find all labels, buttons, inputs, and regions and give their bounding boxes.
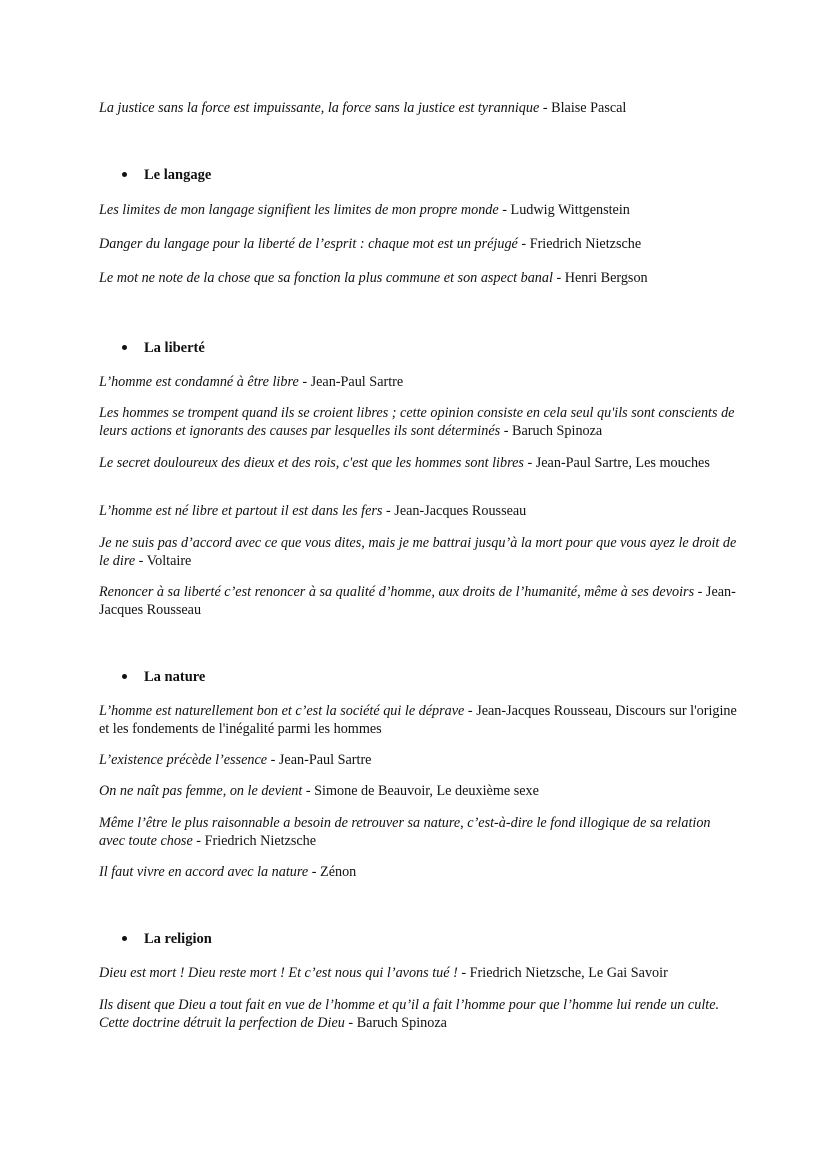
quote-separator: - [192, 833, 205, 849]
quote-author: Jean-Jacques Rousseau [394, 503, 527, 519]
quote [99, 814, 739, 850]
section-heading-langage [122, 166, 211, 184]
bullet-icon [122, 936, 127, 941]
bullet-icon [122, 345, 127, 350]
quote [99, 534, 739, 570]
section-title: La nature [144, 669, 206, 685]
quote [99, 964, 739, 982]
section-heading-liberte [122, 339, 205, 357]
quote-text: Le mot ne note de la chose que sa fonction la plus commune et son aspect banal [99, 270, 553, 286]
quote-author: Simone de Beauvoir, Le deuxième sexe [314, 783, 539, 799]
quote-separator: - [308, 864, 321, 880]
quote-text: Le secret douloureux des dieux et des rois, c'est que les hommes sont libres [99, 455, 524, 471]
quote [99, 702, 739, 738]
bullet-icon [122, 172, 127, 177]
quote [99, 502, 739, 520]
section-title: La liberté [144, 340, 205, 356]
section-title: Le langage [144, 167, 212, 183]
quote-author: Jean-Paul Sartre [310, 374, 404, 390]
quote-text: Les limites de mon langage signifient les limites de mon propre monde [99, 202, 499, 218]
quote [99, 235, 739, 253]
quote [99, 782, 739, 800]
quote-separator: - [267, 752, 279, 768]
quote [99, 454, 739, 472]
quote-separator: - [344, 1015, 357, 1031]
quote-separator: - [382, 503, 395, 519]
quote-text: Ils disent que Dieu a tout fait en vue de l’homme et qu’il a fait l’homme pour que l’homme lui rende un culte. Cette doctrine détruit la perfection de Dieu [99, 997, 720, 1031]
quote-author: Blaise Pascal [551, 100, 627, 116]
quote-text: Même l’être le plus raisonnable a besoin de retrouver sa nature, c’est-à-dire le fond illogique de sa relation avec toute chose [99, 815, 711, 849]
quote-separator: - [539, 100, 552, 116]
quote-author: Zénon [320, 864, 357, 880]
quote [99, 863, 739, 881]
quote-separator: - [302, 783, 315, 799]
section-heading-nature [122, 668, 205, 686]
quote-author: Baruch Spinoza [512, 423, 603, 439]
quote-text: Les hommes se trompent quand ils se croient libres ; cette opinion consiste en cela seul qu'ils sont conscients de leurs actions et ignorants des causes par lesquelles ils sont déterminés [99, 405, 735, 439]
quote-text: La justice sans la force est impuissante, la force sans la justice est tyrannique [99, 100, 540, 116]
quote-separator: - [135, 553, 147, 569]
quote-text: Renoncer à sa liberté c’est renoncer à sa qualité d’homme, aux droits de l’humanité, même à ses devoirs [99, 584, 695, 600]
quote [99, 996, 739, 1032]
quote-text: Il faut vivre en accord avec la nature [99, 864, 309, 880]
quote [99, 269, 739, 287]
quote [99, 373, 739, 391]
quote [99, 751, 739, 769]
quote-text: L’homme est naturellement bon et c’est la société qui le déprave [99, 703, 465, 719]
quote-separator: - [457, 965, 470, 981]
quote-intro [99, 99, 739, 117]
quote [99, 583, 739, 619]
quote-author: Baruch Spinoza [356, 1015, 447, 1031]
quote-separator: - [500, 423, 512, 439]
section-heading-religion [122, 930, 212, 948]
quote-author: Voltaire [146, 553, 192, 569]
section-title: La religion [144, 931, 212, 947]
quote-text: L’homme est condamné à être libre [99, 374, 299, 390]
quote-author: Jean-Paul Sartre [278, 752, 372, 768]
quote-author: Friedrich Nietzsche [529, 236, 642, 252]
quote-text: L’homme est né libre et partout il est dans les fers [99, 503, 383, 519]
quote-author: Ludwig Wittgenstein [510, 202, 630, 218]
quote-text: Je ne suis pas d’accord avec ce que vous dites, mais je me battrai jusqu’à la mort pour que vous ayez le droit de le dire [99, 535, 737, 569]
quote-author: Jean-Jacques Rousseau, Discours sur l'origine et les fondements de l'inégalité parmi les hommes [99, 703, 737, 737]
quote-separator: - [694, 584, 706, 600]
quote-separator: - [464, 703, 477, 719]
quote-separator: - [552, 270, 565, 286]
quote-text: Dieu est mort ! Dieu reste mort ! Et c’est nous qui l’avons tué ! [99, 965, 458, 981]
quote [99, 201, 739, 219]
quote-text: L’existence précède l’essence [99, 752, 268, 768]
quote-author: Jean-Jacques Rousseau [99, 584, 736, 618]
quote-author: Friedrich Nietzsche [204, 833, 317, 849]
quote-author: Jean-Paul Sartre, Les mouches [535, 455, 710, 471]
bullet-icon [122, 674, 127, 679]
quote-separator: - [298, 374, 311, 390]
quote-separator: - [498, 202, 511, 218]
quote [99, 404, 739, 440]
quote-author: Friedrich Nietzsche, Le Gai Savoir [469, 965, 668, 981]
quote-separator: - [517, 236, 530, 252]
quote-text: Danger du langage pour la liberté de l’esprit : chaque mot est un préjugé [99, 236, 518, 252]
quote-separator: - [523, 455, 536, 471]
quote-text: On ne naît pas femme, on le devient [99, 783, 303, 799]
quote-author: Henri Bergson [564, 270, 648, 286]
